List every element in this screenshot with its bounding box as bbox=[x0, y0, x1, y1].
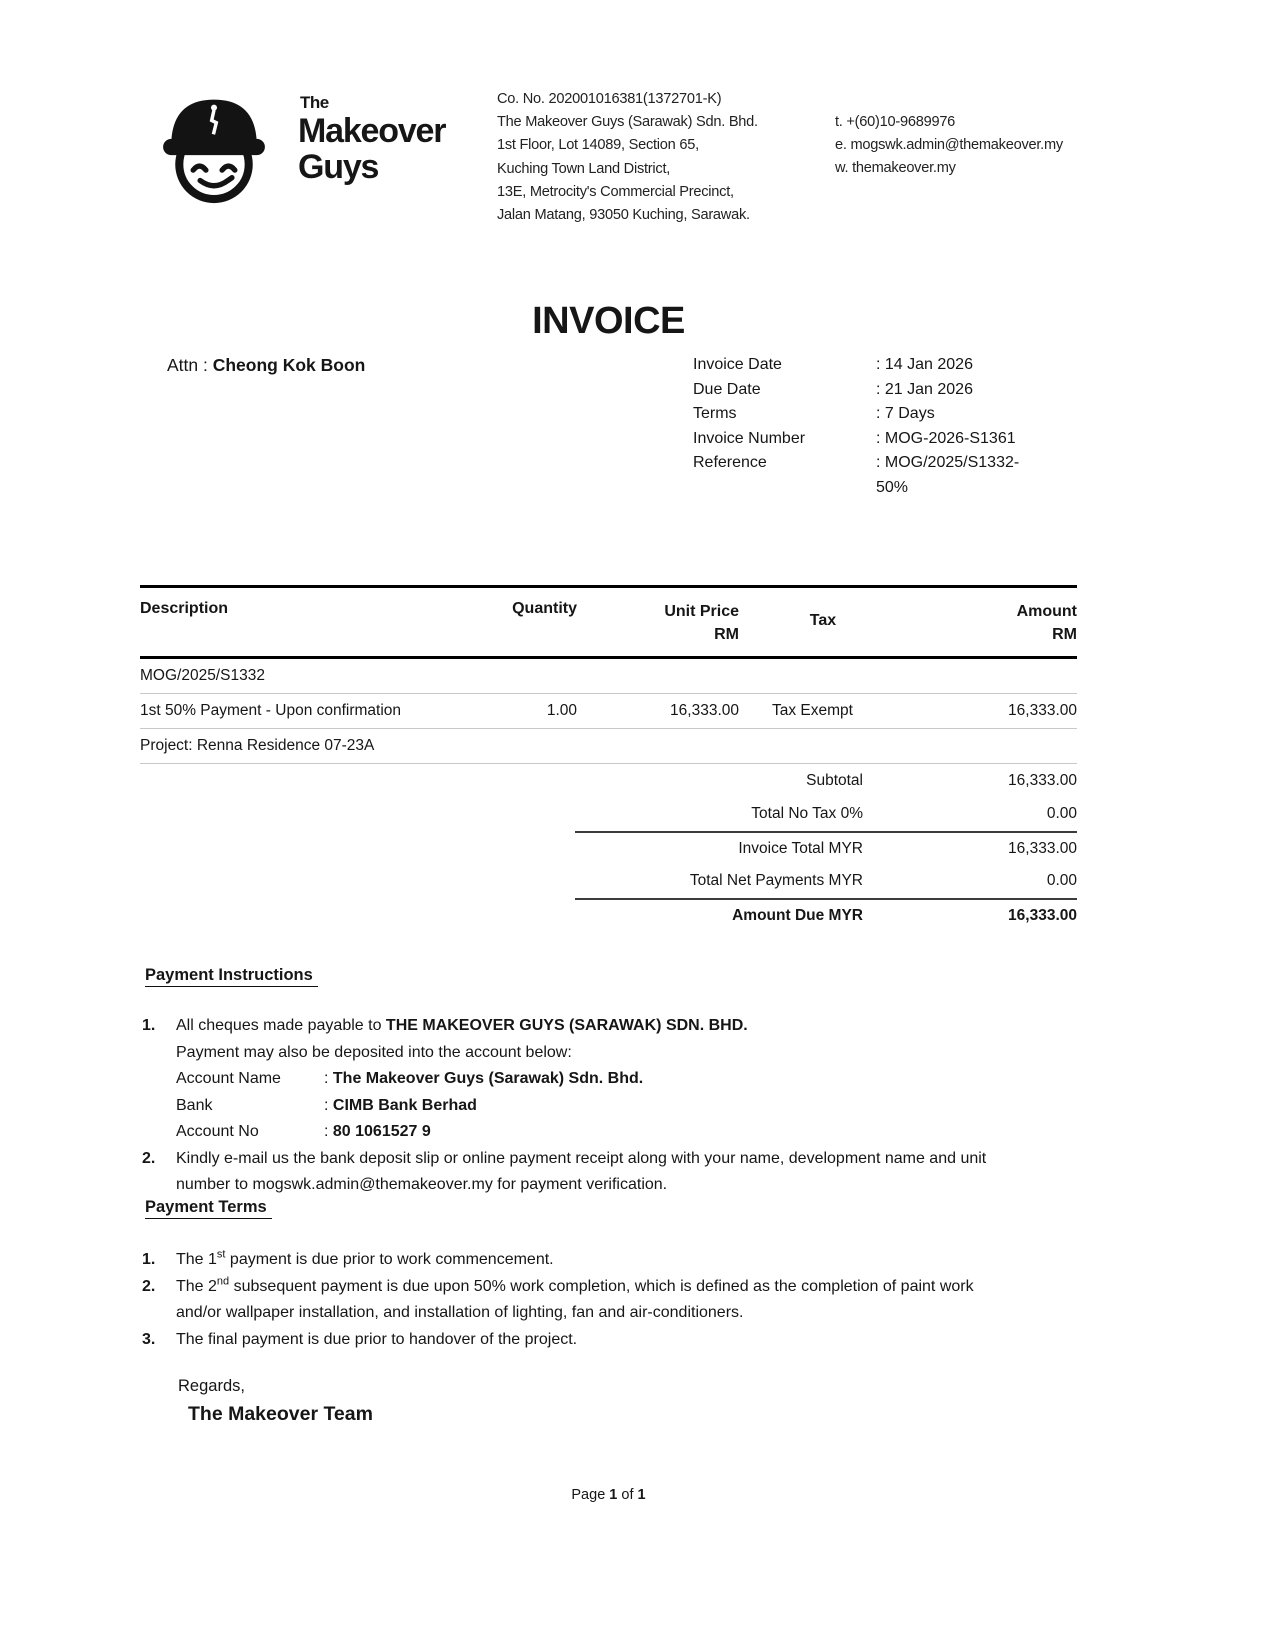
payment-terms-list bbox=[140, 1247, 1100, 1353]
amount-due-label: Amount Due MYR bbox=[732, 906, 863, 924]
account-name-text: The Makeover Guys (Sarawak) Sdn. Bhd. bbox=[332, 1070, 644, 1087]
no-tax-value: 0.00 bbox=[1046, 805, 1077, 823]
term-1-text bbox=[176, 1247, 1006, 1274]
page-total: 1 bbox=[637, 1487, 646, 1503]
subtotal-label: Subtotal bbox=[806, 771, 863, 789]
bank-value bbox=[324, 1093, 1006, 1120]
totals-row-no-tax bbox=[575, 798, 1077, 832]
table-row-item bbox=[140, 694, 1077, 729]
invoice-meta bbox=[693, 353, 1077, 500]
header-unit-price-line2: RM bbox=[714, 626, 739, 643]
term-3-number: 3. bbox=[142, 1330, 156, 1348]
header-quantity: Quantity bbox=[512, 600, 577, 617]
term-2-pre: The 2 bbox=[176, 1277, 217, 1295]
company-website: w. themakeover.my bbox=[835, 160, 956, 177]
company-address bbox=[497, 88, 835, 227]
no-tax-label: Total No Tax 0% bbox=[751, 805, 863, 823]
account-name-label: Account Name bbox=[176, 1070, 281, 1087]
header-tax: Tax bbox=[809, 612, 837, 629]
totals-row-invoice-total bbox=[575, 831, 1077, 865]
reference-value-line1: : MOG/2025/S1332- bbox=[876, 454, 1020, 471]
due-date-value: : 21 Jan 2026 bbox=[876, 380, 973, 398]
term-2-post: subsequent payment is due upon 50% work completion, which is defined as the completion of paint work and/or wallpaper installation, and installation of lighting, fan and air-conditioners. bbox=[176, 1277, 974, 1321]
terms-label: Terms bbox=[693, 405, 737, 422]
company-address-line4: Jalan Matang, 93050 Kuching, Sarawak. bbox=[497, 207, 750, 224]
totals-block bbox=[575, 764, 1077, 932]
meta-row-invoice-date bbox=[693, 353, 1077, 378]
company-reg-no: Co. No. 202001016381(1372701-K) bbox=[497, 91, 722, 107]
term-item-2 bbox=[140, 1274, 1100, 1327]
wordmark-guys: Guys bbox=[298, 148, 379, 186]
invoice-number-value: : MOG-2026-S1361 bbox=[876, 429, 1016, 447]
reference-value bbox=[876, 451, 1077, 500]
table-row-project bbox=[140, 729, 1077, 764]
invoice-total-value: 16,333.00 bbox=[1008, 839, 1077, 857]
term-1-sup: st bbox=[216, 1248, 226, 1261]
account-name-value bbox=[324, 1066, 1006, 1093]
page-header bbox=[150, 88, 1165, 227]
term-item-1 bbox=[140, 1247, 1100, 1274]
term-2-text bbox=[176, 1274, 1006, 1327]
header-amount-line1: Amount bbox=[1016, 603, 1077, 620]
attn-label: Attn : bbox=[167, 355, 213, 375]
instruction-2-text: Kindly e-mail us the bank deposit slip or online payment receipt along with your name, development name and unit number to mogswk.admin@themakeover.my for payment verification. bbox=[176, 1149, 987, 1193]
item-amount: 16,333.00 bbox=[1008, 702, 1077, 719]
payment-instructions-heading: Payment Instructions bbox=[145, 966, 318, 987]
account-name-row bbox=[176, 1066, 1006, 1093]
company-address-line1: 1st Floor, Lot 14089, Section 65, bbox=[497, 137, 699, 154]
payment-instructions-list bbox=[140, 1013, 1100, 1199]
signature-team-name: The Makeover Team bbox=[188, 1403, 373, 1425]
item-tax: Tax Exempt bbox=[772, 702, 853, 719]
attention-line bbox=[167, 355, 365, 376]
reference-value-line2: 50% bbox=[876, 478, 909, 496]
totals-row-subtotal bbox=[575, 764, 1077, 798]
instruction-2-number: 2. bbox=[142, 1149, 156, 1167]
term-1-post: payment is due prior to work commencement. bbox=[225, 1251, 554, 1268]
account-no-row bbox=[176, 1119, 1006, 1146]
meta-row-terms bbox=[693, 402, 1077, 427]
instruction-1-body bbox=[176, 1013, 1006, 1146]
instruction-1-number: 1. bbox=[142, 1017, 156, 1034]
account-no-label: Account No bbox=[176, 1123, 259, 1140]
wordmark bbox=[298, 88, 445, 185]
instruction-1-text: All cheques made payable to bbox=[176, 1017, 386, 1034]
terms-value: : 7 Days bbox=[876, 405, 935, 422]
header-unit-price bbox=[577, 600, 739, 646]
account-name-sep: : bbox=[324, 1070, 333, 1087]
term-1-pre: The 1 bbox=[176, 1251, 217, 1268]
totals-row-net-payments bbox=[575, 865, 1077, 899]
due-date-label: Due Date bbox=[693, 380, 761, 398]
company-name: The Makeover Guys (Sarawak) Sdn. Bhd. bbox=[497, 114, 758, 131]
net-payments-label: Total Net Payments MYR bbox=[689, 872, 863, 890]
subtotal-value: 16,333.00 bbox=[1008, 771, 1077, 789]
line-items-table bbox=[140, 585, 1077, 932]
bank-label: Bank bbox=[176, 1096, 213, 1114]
term-item-3 bbox=[140, 1327, 1100, 1354]
instruction-item-1 bbox=[140, 1013, 1100, 1146]
account-no-sep: : bbox=[324, 1123, 333, 1140]
bank-text: CIMB Bank Berhad bbox=[332, 1096, 477, 1114]
amount-due-value: 16,333.00 bbox=[1008, 906, 1077, 924]
bank-sep: : bbox=[324, 1096, 333, 1114]
account-no-text: 80 1061527 9 bbox=[332, 1123, 431, 1140]
term-1-number: 1. bbox=[142, 1251, 156, 1268]
instruction-1-line2: Payment may also be deposited into the account below: bbox=[176, 1043, 572, 1061]
payment-terms-section bbox=[140, 1198, 1100, 1353]
makeover-guys-mascot-icon bbox=[150, 88, 278, 211]
term-3-text: The final payment is due prior to handover of the project. bbox=[176, 1330, 578, 1348]
account-no-value bbox=[324, 1119, 1006, 1146]
payment-instructions-section bbox=[140, 966, 1100, 1199]
company-contact bbox=[835, 88, 1063, 227]
invoice-total-label: Invoice Total MYR bbox=[738, 839, 863, 857]
document-title: INVOICE bbox=[532, 300, 685, 342]
net-payments-value: 0.00 bbox=[1046, 872, 1077, 890]
company-phone: t. +(60)10-9689976 bbox=[835, 114, 956, 130]
header-amount-line2: RM bbox=[1052, 626, 1077, 643]
meta-row-invoice-number bbox=[693, 427, 1077, 452]
totals-row-amount-due bbox=[575, 898, 1077, 932]
regards-line: Regards, bbox=[178, 1377, 245, 1395]
item-unit-price: 16,333.00 bbox=[670, 702, 739, 719]
company-email: e. mogswk.admin@themakeover.my bbox=[835, 137, 1063, 154]
invoice-date-value: : 14 Jan 2026 bbox=[876, 356, 973, 373]
page-mid: of bbox=[617, 1487, 638, 1503]
project-note: Project: Renna Residence 07-23A bbox=[140, 737, 375, 754]
company-address-line3: 13E, Metrocity's Commercial Precinct, bbox=[497, 183, 734, 200]
instruction-item-2 bbox=[140, 1146, 1100, 1199]
term-2-number: 2. bbox=[142, 1277, 156, 1295]
payee-name: THE MAKEOVER GUYS (SARAWAK) SDN. BHD. bbox=[385, 1017, 748, 1034]
header-unit-price-line1: Unit Price bbox=[664, 603, 739, 620]
payment-terms-heading: Payment Terms bbox=[145, 1198, 272, 1219]
wordmark-makeover: Makeover bbox=[298, 112, 446, 150]
page-number bbox=[140, 1487, 1077, 1503]
page-pre: Page bbox=[571, 1487, 610, 1503]
table-header-row bbox=[140, 585, 1077, 659]
header-description: Description bbox=[140, 600, 229, 617]
invoice-date-label: Invoice Date bbox=[693, 356, 782, 373]
reference-label: Reference bbox=[693, 454, 767, 471]
item-quantity: 1.00 bbox=[546, 702, 577, 719]
bank-row bbox=[176, 1093, 1006, 1120]
company-address-line2: Kuching Town Land District, bbox=[497, 160, 671, 177]
header-amount bbox=[907, 600, 1077, 646]
attn-name: Cheong Kok Boon bbox=[212, 355, 366, 375]
invoice-number-label: Invoice Number bbox=[693, 429, 806, 447]
item-description: 1st 50% Payment - Upon confirmation bbox=[140, 702, 402, 719]
meta-row-due-date bbox=[693, 378, 1077, 403]
meta-row-reference bbox=[693, 451, 1077, 500]
wordmark-the: The bbox=[300, 93, 329, 112]
term-2-sup: nd bbox=[216, 1275, 230, 1288]
page-current: 1 bbox=[609, 1487, 618, 1503]
company-logo bbox=[150, 88, 497, 227]
group-reference: MOG/2025/S1332 bbox=[140, 667, 265, 684]
table-row-group bbox=[140, 659, 1077, 694]
